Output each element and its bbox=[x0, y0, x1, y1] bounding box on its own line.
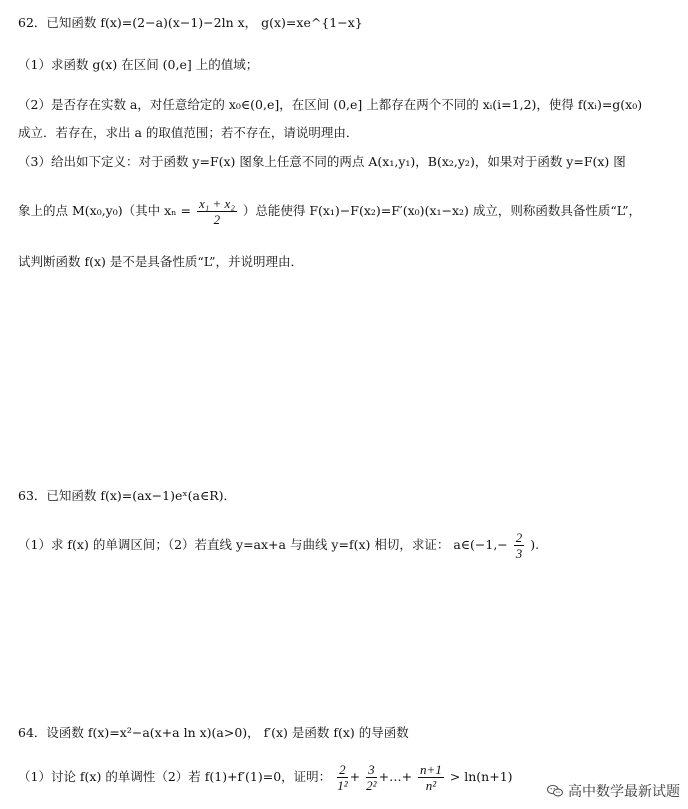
fraction-two-thirds: $\frac{2}{3}$ bbox=[515, 530, 523, 561]
q62-part3-line2: 象上的点 M(x₀,y₀)（其中 xₙ = $\frac{\text{x₁ + x₂}}{2}$ ）总能使得 F(x₁)−F(x₂)=F′(x₀)(x₁−x₂) 成立，则称函数具备性质“L”， bbox=[18, 196, 641, 227]
q63-part1: （1）求 f(x) 的单调区间；（2）若直线 y=ax+a 与曲线 y=f(x) 相切，求证： a∈(−1,− $\frac{2}{3}$ ). bbox=[18, 530, 540, 561]
fraction-xn: $\frac{\text{x₁ + x₂}}{2}$ bbox=[199, 196, 235, 227]
q62-part3-line3: 试判断函数 f(x) 是不是具备性质“L”，并说明理由． bbox=[18, 254, 303, 269]
q62-part3-line1: （3）给出如下定义：对于函数 y=F(x) 图象上任意不同的两点 A(x₁,y₁)，B(x₂,y₂)，如果对于函数 y=F(x) 图 bbox=[18, 154, 626, 169]
wechat-icon bbox=[546, 782, 564, 800]
watermark-text: 高中数学最新试题 bbox=[568, 784, 680, 800]
fraction-2-over-1sq: $\frac{2}{\text{1²}}$ bbox=[337, 762, 348, 793]
watermark bbox=[546, 781, 680, 801]
q62-part1: （1）求函数 g(x) 在区间 (0,e] 上的值域； bbox=[18, 57, 259, 72]
q62-part2-line2: 成立．若存在，求出 a 的取值范围；若不存在，请说明理由． bbox=[18, 125, 359, 140]
q62-stem: 62．已知函数 f(x)=(2−a)(x−1)−2ln x， g(x)=xe^{1−x} bbox=[18, 15, 363, 30]
q64-stem: 64．设函数 f(x)=x²−a(x+a ln x)(a>0)， f′(x) 是函数 f(x) 的导函数 bbox=[18, 725, 409, 740]
q64-part1: （1）讨论 f(x) 的单调性（2）若 f(1)+f′(1)=0，证明： $\frac{2}{\text{1²}}$ + $\frac{3}{\text{2²}}$ +…+ $\frac{n+1}{\text{n²}}$ > ln(n+1) bbox=[18, 762, 513, 793]
q62-part2-line1: （2）是否存在实数 a，对任意给定的 x₀∈(0,e]，在区间 (0,e] 上都存在两个不同的 xᵢ(i=1,2)，使得 f(xᵢ)=g(x₀) bbox=[18, 97, 643, 112]
fraction-3-over-2sq: $\frac{3}{\text{2²}}$ bbox=[366, 762, 377, 793]
q63-stem: 63．已知函数 f(x)=(ax−1)eˣ(a∈R)． bbox=[18, 488, 237, 503]
fraction-n1-over-nsq: $\frac{n+1}{\text{n²}}$ bbox=[420, 762, 442, 793]
